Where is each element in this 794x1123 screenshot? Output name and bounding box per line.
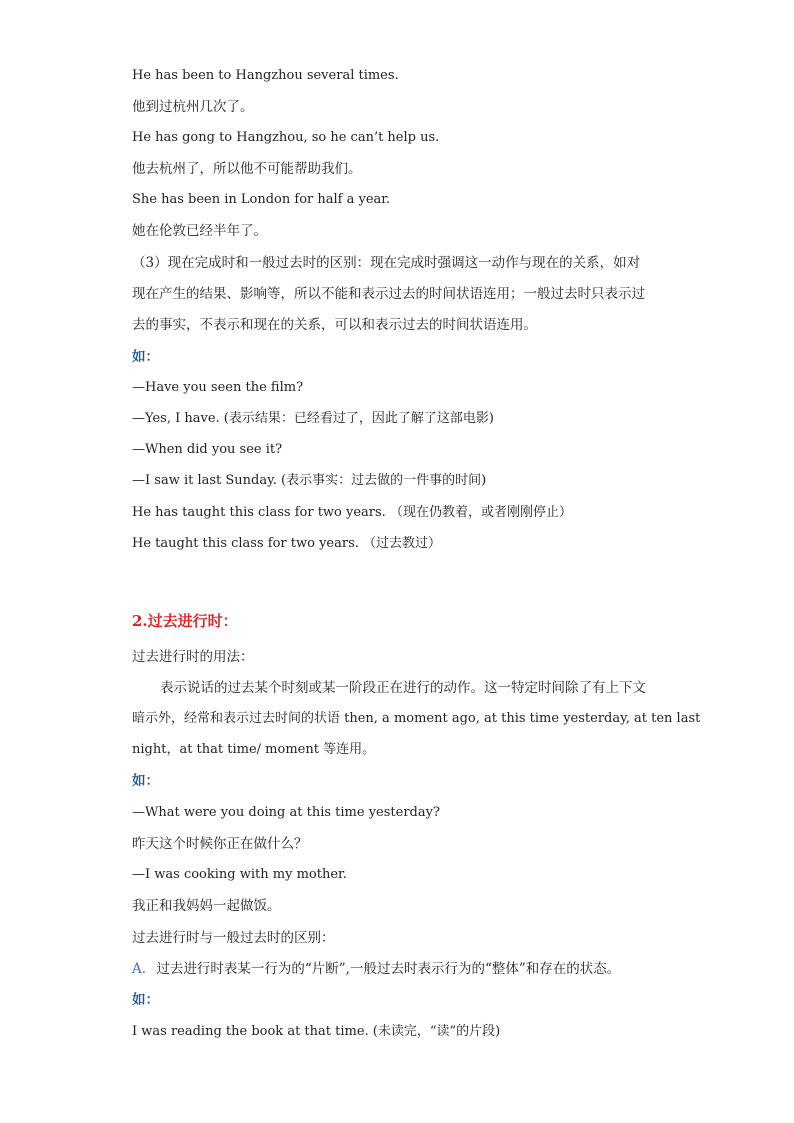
example-translation: 她在伦敦已经半年了。 — [132, 223, 267, 239]
dialogue-line: —I was cooking with my mother. — [132, 867, 347, 882]
example-translation: 我正和我妈妈一起做饭。 — [132, 898, 281, 914]
example-sentence: He has been to Hangzhou several times. — [132, 68, 399, 83]
example-label: 如： — [132, 349, 159, 365]
list-item-text: 过去进行时表某一行为的“片断”,一般过去时表示行为的“整体”和存在的状态。 — [156, 961, 621, 977]
list-marker: A. — [132, 961, 147, 977]
paragraph-line: night，at that time/ moment 等连用。 — [132, 742, 376, 757]
subheading: 过去进行时的用法： — [132, 649, 254, 665]
paragraph-line: 暗示外，经常和表示过去时间的状语 then, a moment ago, at this time yesterday, at ten last — [132, 711, 701, 726]
example-label: 如： — [132, 992, 159, 1008]
example-translation: 他到过杭州几次了。 — [132, 99, 254, 115]
example-translation: 昨天这个时候你正在做什么？ — [132, 836, 308, 852]
list-item — [132, 960, 620, 978]
example-sentence: I was reading the book at that time. (未读完，“读”的片段) — [132, 1024, 501, 1039]
dialogue-line: —When did you see it? — [132, 442, 283, 457]
example-sentence: She has been in London for half a year. — [132, 192, 391, 207]
dialogue-line: —Have you seen the film? — [132, 380, 304, 395]
paragraph-line: 现在产生的结果、影响等，所以不能和表示过去的时间状语连用；一般过去时只表示过 — [132, 286, 645, 302]
example-label: 如： — [132, 773, 159, 789]
paragraph-line: 去的事实，不表示和现在的关系，可以和表示过去的时间状语连用。 — [132, 317, 537, 333]
section-heading: 2.过去进行时： — [132, 612, 238, 630]
example-sentence: He has gong to Hangzhou, so he can’t help us. — [132, 130, 440, 145]
paragraph-line: （3）现在完成时和一般过去时的区别：现在完成时强调这一动作与现在的关系，如对 — [132, 255, 641, 271]
example-sentence: He taught this class for two years. （过去教过） — [132, 536, 442, 551]
dialogue-line: —Yes, I have. (表示结果：已经看过了，因此了解了这部电影) — [132, 411, 494, 426]
dialogue-line: —I saw it last Sunday. (表示事实：过去做的一件事的时间) — [132, 473, 487, 488]
dialogue-line: —What were you doing at this time yesterday? — [132, 805, 440, 820]
paragraph-line: 表示说话的过去某个时刻或某一阶段正在进行的动作。这一特定时间除了有上下文 — [160, 680, 646, 696]
example-translation: 他去杭州了，所以他不可能帮助我们。 — [132, 161, 362, 177]
subheading: 过去进行时与一般过去时的区别： — [132, 930, 335, 946]
example-sentence: He has taught this class for two years. （现在仍教着，或者刚刚停止） — [132, 505, 572, 520]
